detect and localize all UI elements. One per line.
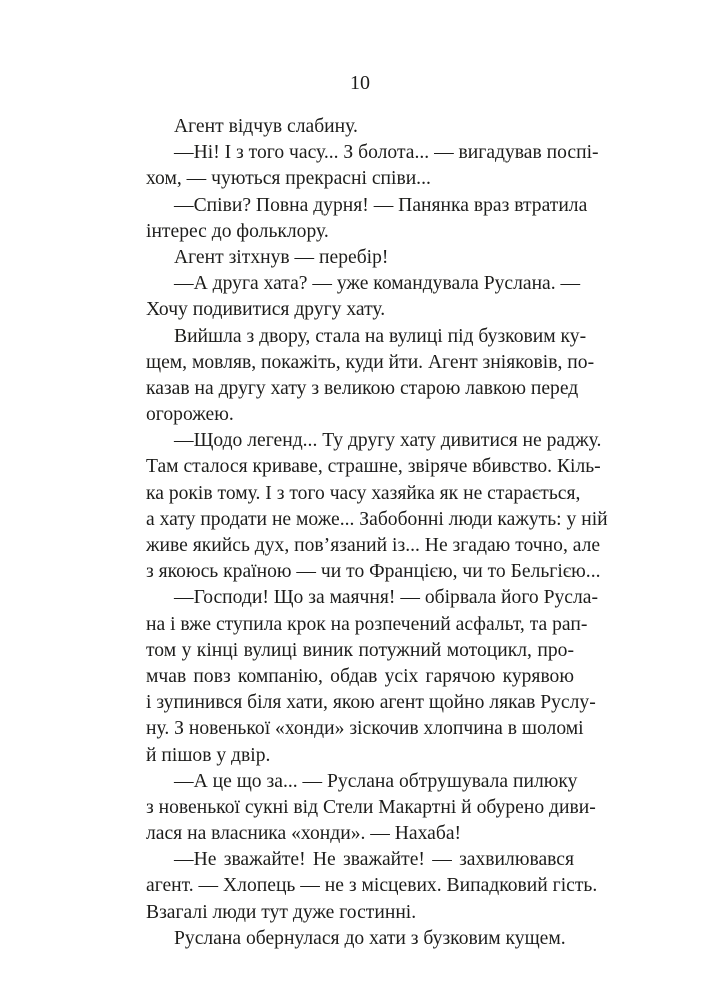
text-line: лася на власника «хонди». — Нахаба! — [146, 823, 462, 845]
text-line: казав на другу хату з великою старою лавкою перед — [146, 377, 579, 399]
text-line: огорожею. — [146, 404, 234, 426]
text-line: на і вже ступила крок на розпечений асфальт, та рап- — [146, 613, 588, 635]
text-line: —Ні! І з того часу... З болота... — вигадував поспі- — [174, 142, 599, 164]
text-line: хом, — чуються прекрасні співи... — [146, 168, 431, 190]
text-line: і зупинився біля хати, якою агент щойно лякав Руслу- — [146, 692, 596, 714]
text-line: мчав повз компанію, обдав усіх гарячою курявою — [146, 665, 574, 687]
text-line: агент. — Хлопець — не з місцевих. Випадковий гість. — [146, 875, 598, 897]
text-line: й пішов у двір. — [146, 744, 271, 766]
text-line: Руслана обернулася до хати з бузковим кущем. — [174, 927, 566, 949]
text-line: Там сталося криваве, страшне, звіряче вбивство. Кіль- — [146, 456, 601, 478]
body-text — [146, 114, 608, 952]
text-line: ка років тому. І з того часу хазяйка як не старається, — [146, 482, 581, 504]
text-line: а хату продати не може... Забобонні люди кажуть: у ній — [146, 508, 608, 530]
text-line: —А це що за... — Руслана обтрушувала пилюку — [174, 770, 578, 792]
text-line: інтерес до фольклору. — [146, 220, 329, 242]
text-line: Вийшла з двору, стала на вулиці під бузковим ку- — [174, 325, 587, 347]
text-line: ну. З новенької «хонди» зіскочив хлопчина в шоломі — [146, 718, 584, 740]
text-line: з якоюсь країною — чи то Францією, чи то Бельгією... — [146, 561, 601, 583]
text-line: Агент відчув слабину. — [174, 116, 358, 137]
text-line: Взагалі люди тут дуже гостинні. — [146, 901, 417, 923]
text-line: Агент зітхнув — перебір! — [174, 246, 389, 268]
text-line: —А друга хата? — уже командувала Руслана. — — [174, 273, 581, 295]
page-number: 10 — [350, 72, 370, 94]
text-line: Хочу подивитися другу хату. — [146, 299, 386, 321]
text-line: щем, мовляв, покажіть, куди йти. Агент зніяковів, по- — [146, 351, 595, 373]
text-line: —Співи? Повна дурня! — Панянка враз втратила — [174, 194, 588, 216]
text-line: —Не зважайте! Не зважайте! — захвилювався — [174, 849, 574, 871]
text-line: живе якийсь дух, пов’язаний із... Не згадаю точно, але — [146, 535, 601, 556]
text-line: —Господи! Що за маячня! — обірвала його Русла- — [174, 587, 598, 609]
text-line: з новенької сукні від Стели Макартні й обурено диви- — [146, 796, 596, 818]
text-line: —Щодо легенд... Ту другу хату дивитися не раджу. — [174, 430, 602, 452]
text-line: том у кінці вулиці виник потужний мотоцикл, про- — [146, 639, 574, 661]
